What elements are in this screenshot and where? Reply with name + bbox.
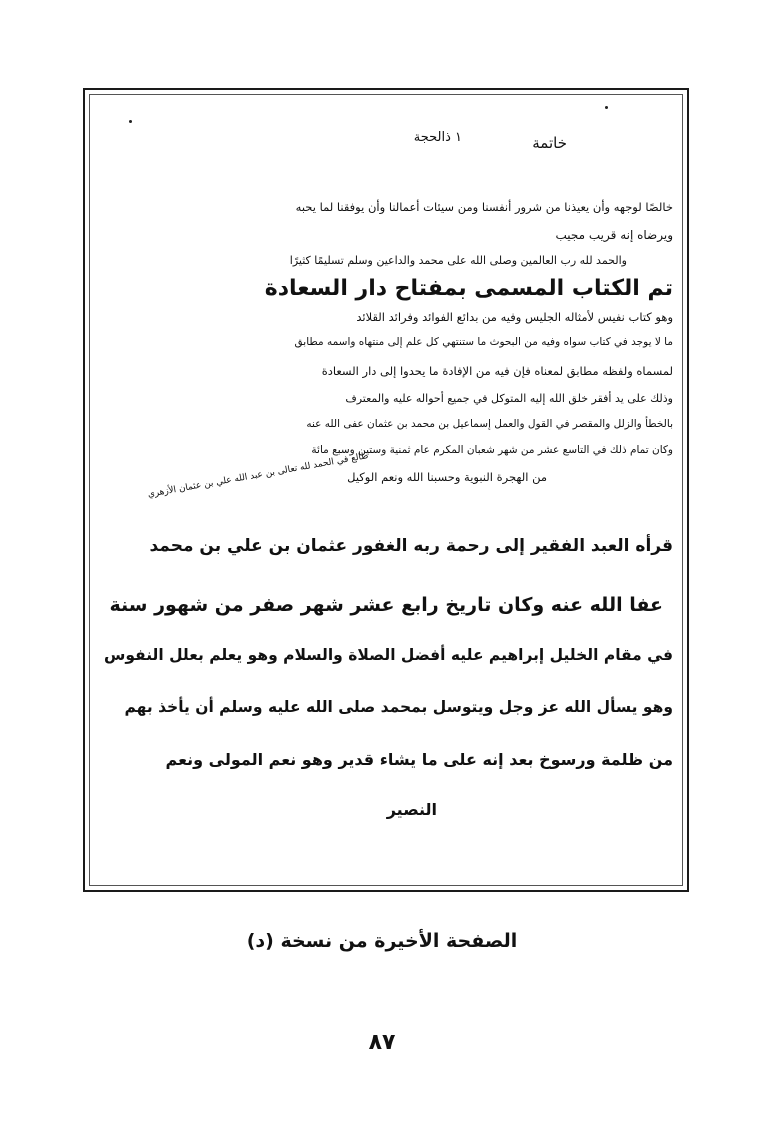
manuscript-frame (83, 88, 689, 892)
figure-caption: الصفحة الأخيرة من نسخة (د) (246, 930, 518, 952)
manuscript-line: خالصًا لوجهه وأن يعيذنا من شرور أنفسنا ومن سيئات أعمالنا وأن يوفقنا لما يحبه (295, 200, 673, 214)
ink-speck (605, 106, 608, 109)
page-number: ٨٧ (368, 1030, 396, 1055)
manuscript-title-line: تم الكتاب المسمى بمفتاح دار السعادة (264, 276, 673, 301)
ink-speck (129, 120, 132, 123)
manuscript-header-right: خاتمة (532, 134, 567, 152)
reader-note-line: في مقام الخليل إبراهيم عليه أفضل الصلاة والسلام وهو يعلم بعلل النفوس (103, 646, 673, 664)
manuscript-line: من الهجرة النبوية وحسبنا الله ونعم الوكيل (347, 470, 547, 484)
reader-note-line: قرأه العبد الفقير إلى رحمة ربه الغفور عثمان بن علي بن محمد (149, 536, 673, 556)
manuscript-line: وذلك على يد أفقر خلق الله إليه المتوكل في جميع أحواله عليه والمعترف (345, 392, 673, 405)
margin-note: طالع في الحمد لله تعالى بن عبد الله علي بن عثمان الأزهري (147, 451, 370, 500)
manuscript-line: ويرضاه إنه قريب مجيب (555, 228, 673, 242)
reader-note-line: النصير (386, 800, 437, 819)
manuscript-line: وهو كتاب نفيس لأمثاله الجليس وفيه من بدائع الفوائد وفرائد القلائد (356, 310, 673, 324)
manuscript-image (85, 90, 687, 890)
manuscript-line: وكان تمام ذلك في التاسع عشر من شهر شعبان المكرم عام ثمنية وستين وسبع مائة (311, 444, 673, 456)
manuscript-header-left: ١ ذالحجة (413, 130, 462, 145)
manuscript-line: والحمد لله رب العالمين وصلى الله على محمد والداعين وسلم تسليمًا كثيرًا (289, 254, 627, 267)
manuscript-line: لمسماه ولفظه مطابق لمعناه فإن فيه من الإفادة ما يحدوا إلى دار السعادة (321, 364, 673, 378)
reader-note-line: وهو يسأل الله عز وجل ويتوسل بمحمد صلى الله عليه وسلم أن يأخذ بهم (124, 698, 673, 716)
reader-note-line: من ظلمة ورسوخ بعد إنه على ما يشاء قدير وهو نعم المولى ونعم (165, 750, 673, 769)
manuscript-line: ما لا يوجد في كتاب سواه وفيه من البحوث ما ستنتهي كل علم إلى منتهاه واسمه مطابق (294, 336, 673, 348)
manuscript-line: بالخطأ والزلل والمقصر في القول والعمل إسماعيل بن محمد بن عثمان عفى الله عنه (306, 418, 673, 430)
reader-note-line: عفا الله عنه وكان تاريخ رابع عشر شهر صفر من شهور سنة (109, 594, 663, 616)
